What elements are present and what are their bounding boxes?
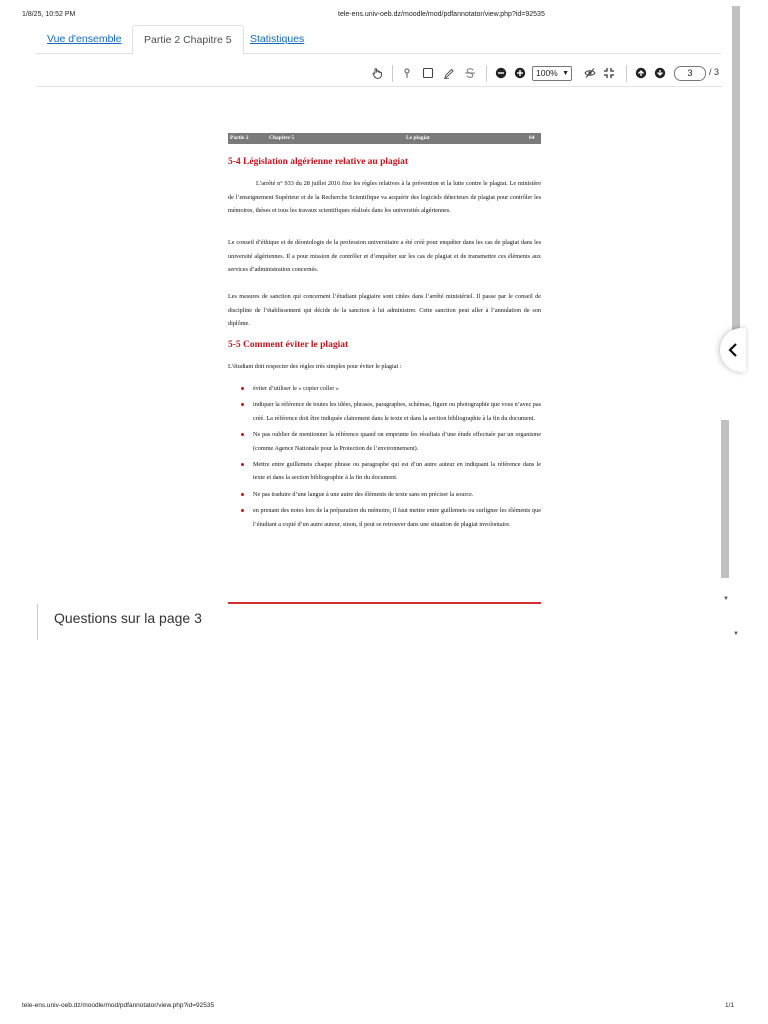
pdf-running-header (228, 133, 541, 144)
next-page-icon[interactable] (653, 66, 667, 80)
section-title: 5-5 Comment éviter le plagiat (228, 340, 349, 350)
paragraph: L’étudiant doit respecter des règles très simples pour éviter le plagiat : (228, 363, 402, 370)
paragraph: L’arrêté n° 933 du 28 juillet 2016 fixe les règles relatives à la prévention et la lutte contre le plagiat. Le ministère de l’enseignement Supérieur et de la Recherche Scientifique va acquérir des logiciels détecteurs de plagiat pour contrôler les mémoires, thèses et tous les travaux scientifiques réalisés dans les universités algériennes. (228, 180, 541, 214)
print-url: tele-ens.univ-oeb.dz/moodle/mod/pdfannotator/view.php?id=92535 (338, 11, 545, 18)
toolbar-divider (392, 65, 393, 82)
viewer-scrollbar-thumb[interactable] (721, 420, 729, 578)
scroll-down-arrow-icon[interactable]: ▼ (723, 596, 729, 602)
zoom-in-icon[interactable] (513, 66, 527, 80)
toolbar-divider (486, 65, 487, 82)
list-item-text: éviter d’utiliser le « copier coller » (253, 385, 339, 392)
section-title: 5-4 Législation algérienne relative au plagiat (228, 157, 409, 167)
page-number-input[interactable]: 3 (674, 66, 706, 81)
print-footer-url: tele-ens.univ-oeb.dz/moodle/mod/pdfannotator/view.php?id=92535 (22, 1002, 215, 1009)
pdf-header-part: Partie 2 (230, 135, 249, 141)
list-item-text: en prenant des notes lors de la préparation du mémoire, il faut mettre entre guillemets ou surligner les éléments que l’étudiant a copié d’un autre auteur, sinon, il peut se retrouver dans une situation de plagiat involontaire. (253, 507, 541, 528)
cursor-hand-icon[interactable] (370, 66, 384, 80)
pdf-header-topic: Le plagiat (406, 135, 430, 141)
viewer-divider (36, 86, 722, 87)
bullet-icon (241, 387, 244, 390)
hide-annotations-icon[interactable] (583, 66, 597, 80)
list-item-text: Mettre entre guillemets chaque phrase ou paragraphe qui est d’un autre auteur en indiquant la référence dans le texte et dans la section bibliographie à la fin du document. (253, 461, 541, 482)
list-item (228, 488, 541, 501)
questions-panel-border (37, 604, 38, 640)
zoom-select[interactable] (532, 66, 572, 81)
paragraph: Le conseil d’éthique et de déontologie de la profession universitaire a été créé pour enquêter dans les cas de plagiat dans les université algériennes. Il a pour mission de contrôler et d’enquêter sur les cas de plagiat et de transmettre ces éléments aux services d’administration concernés. (228, 239, 541, 273)
zoom-select-value: 100% (536, 68, 558, 78)
bullet-icon (241, 433, 244, 436)
page-total: / 3 (709, 67, 720, 77)
print-datetime: 1/8/25, 10:52 PM (22, 11, 76, 18)
list-item-text: Ne pas oublier de mentionner la référence quand on emprunte les résultats d’une étude effectuée par un organisme (comme Agence Nationale pour la Protection de l’environnement). (253, 431, 541, 452)
strikethrough-icon[interactable] (463, 66, 477, 80)
list-item (228, 428, 541, 455)
chevron-left-icon (727, 342, 739, 358)
highlight-icon[interactable] (442, 66, 456, 80)
fullscreen-icon[interactable] (602, 66, 616, 80)
list-item-text: indiquer la référence de toutes les idées, phrases, paragraphes, schémas, figure ou photographie que vous n’avez pas créé. La référence doit être indiquée clairement dans le texte et dans la section bibliographie à la fin du document. (253, 401, 541, 422)
bullet-icon (241, 403, 244, 406)
toolbar-divider (626, 65, 627, 82)
zoom-out-icon[interactable] (494, 66, 508, 80)
list-item (228, 458, 541, 485)
page-scrollbar-thumb[interactable] (732, 6, 740, 332)
pdf-header-page: 64 (529, 135, 535, 141)
tab-partie-2-chapitre-5[interactable]: Partie 2 Chapitre 5 (132, 25, 244, 55)
chevron-down-icon: ▼ (562, 70, 569, 77)
tab-bar (36, 25, 721, 54)
list-item (228, 398, 541, 425)
tab-overview[interactable]: Vue d'ensemble (47, 33, 122, 45)
list-item (228, 382, 541, 395)
blank-print-area (0, 640, 768, 1000)
bullet-icon (241, 493, 244, 496)
pdf-page (228, 133, 541, 605)
pdf-toolbar (360, 62, 722, 86)
pdf-header-chapter: Chapitre 5 (269, 135, 295, 141)
print-header (22, 11, 746, 23)
prev-page-icon[interactable] (634, 66, 648, 80)
bullet-icon (241, 463, 244, 466)
pin-icon[interactable] (400, 66, 414, 80)
list-item (228, 504, 541, 531)
bullet-list (228, 382, 541, 534)
tab-statistics[interactable]: Statistiques (250, 33, 305, 45)
bullet-icon (241, 509, 244, 512)
open-drawer-button[interactable] (720, 328, 746, 372)
print-page-count: 1/1 (724, 1002, 734, 1009)
page-bottom-rule (228, 602, 541, 604)
scroll-down-arrow-icon[interactable]: ▼ (733, 631, 739, 637)
rectangle-icon[interactable] (421, 66, 435, 80)
paragraph: Les mesures de sanction qui concernent l’étudiant plagiaire sont citées dans l’arrêté ministériel. Il passe par le conseil de discipline de l’établissement qui décide de la sanction à lui administrer. Cette sanction peut aller à l’annulation de son diplôme. (228, 293, 541, 327)
questions-title: Questions sur la page 3 (54, 610, 202, 626)
print-footer (22, 1002, 746, 1014)
list-item-text: Ne pas traduire d’une langue à une autre des éléments de texte sans en préciser la source. (253, 490, 474, 498)
